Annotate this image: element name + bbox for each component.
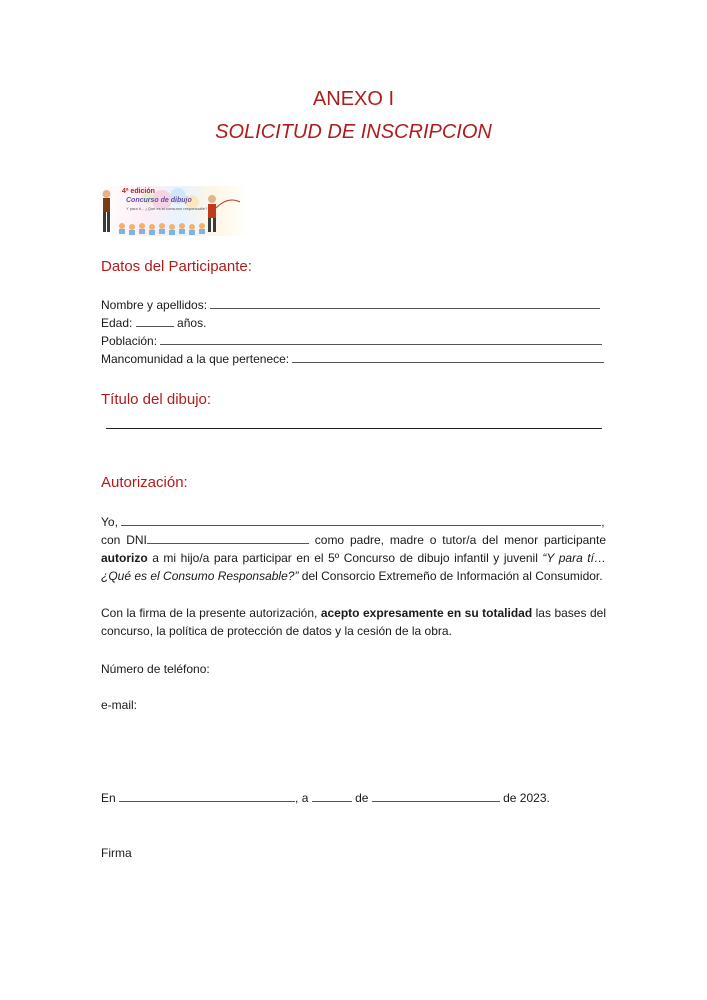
yo-comma: , [601,515,605,529]
drawing-title-field[interactable] [106,428,602,429]
community-row [101,350,604,368]
phone-label: Número de teléfono: [101,662,210,676]
day-label: , a [295,791,309,805]
authorization-heading: Autorización: [101,474,188,491]
dni-label: con DNI [101,533,147,547]
drawing-heading: Título del dibujo: [101,391,212,408]
form-title: SOLICITUD DE INSCRIPCION [215,121,492,143]
autorizo-text: autorizo [101,551,148,565]
community-field[interactable] [292,351,604,363]
signature-label: Firma [101,846,132,860]
town-row [101,332,602,350]
place-date-row [101,789,550,807]
logo-edition: 4ª edición [122,188,155,195]
town-label: Población: [101,334,158,348]
month-label: de [355,791,369,805]
acceptance-paragraph [101,604,606,640]
place-label: En [101,791,116,805]
yo-row [101,513,605,531]
age-unit: años. [177,316,207,330]
contest-logo [100,186,247,236]
acceptance-bold: acepto expresamente en su totalidad [320,606,533,620]
dni-field[interactable] [147,532,309,544]
town-field[interactable] [160,333,602,345]
name-field[interactable] [210,297,600,309]
email-label: e-mail: [101,698,138,712]
community-label: Mancomunidad a la que pertenece: [101,352,290,366]
age-row [101,314,206,332]
name-label: Nombre y apellidos: [101,298,208,312]
acceptance-text-a: Con la firma de la presente autorización, [101,606,318,620]
place-field[interactable] [119,790,295,802]
month-field[interactable] [372,790,500,802]
age-label: Edad: [101,316,133,330]
authorization-paragraph [101,531,606,585]
acceptance-text-b: las bases del concurso, la política de protección de datos y la cesión de la obra. [101,606,606,638]
age-field[interactable] [136,315,174,327]
authorization-text-end: del Consorcio Extremeño de Información al Consumidor. [301,569,603,583]
contest-quote: “Y para tí… ¿Qué es el Consumo Responsable?” [101,551,606,583]
authorization-text: a mi hijo/a para participar en el 5º Concurso de dibujo infantil y juvenil [152,551,538,565]
name-row [101,296,600,314]
participant-heading: Datos del Participante: [101,258,252,275]
guardian-name-field[interactable] [121,514,601,526]
logo-name: Concurso de dibujo [126,197,192,204]
logo-tagline: Y para ti... ¿Qué es el consumo responsable? [126,206,208,211]
yo-label: Yo, [101,515,118,529]
guardian-role-text: como padre, madre o tutor/a del menor participante [314,533,606,547]
annex-title: ANEXO I [312,88,395,110]
year-label: de 2023. [503,791,550,805]
day-field[interactable] [312,790,352,802]
